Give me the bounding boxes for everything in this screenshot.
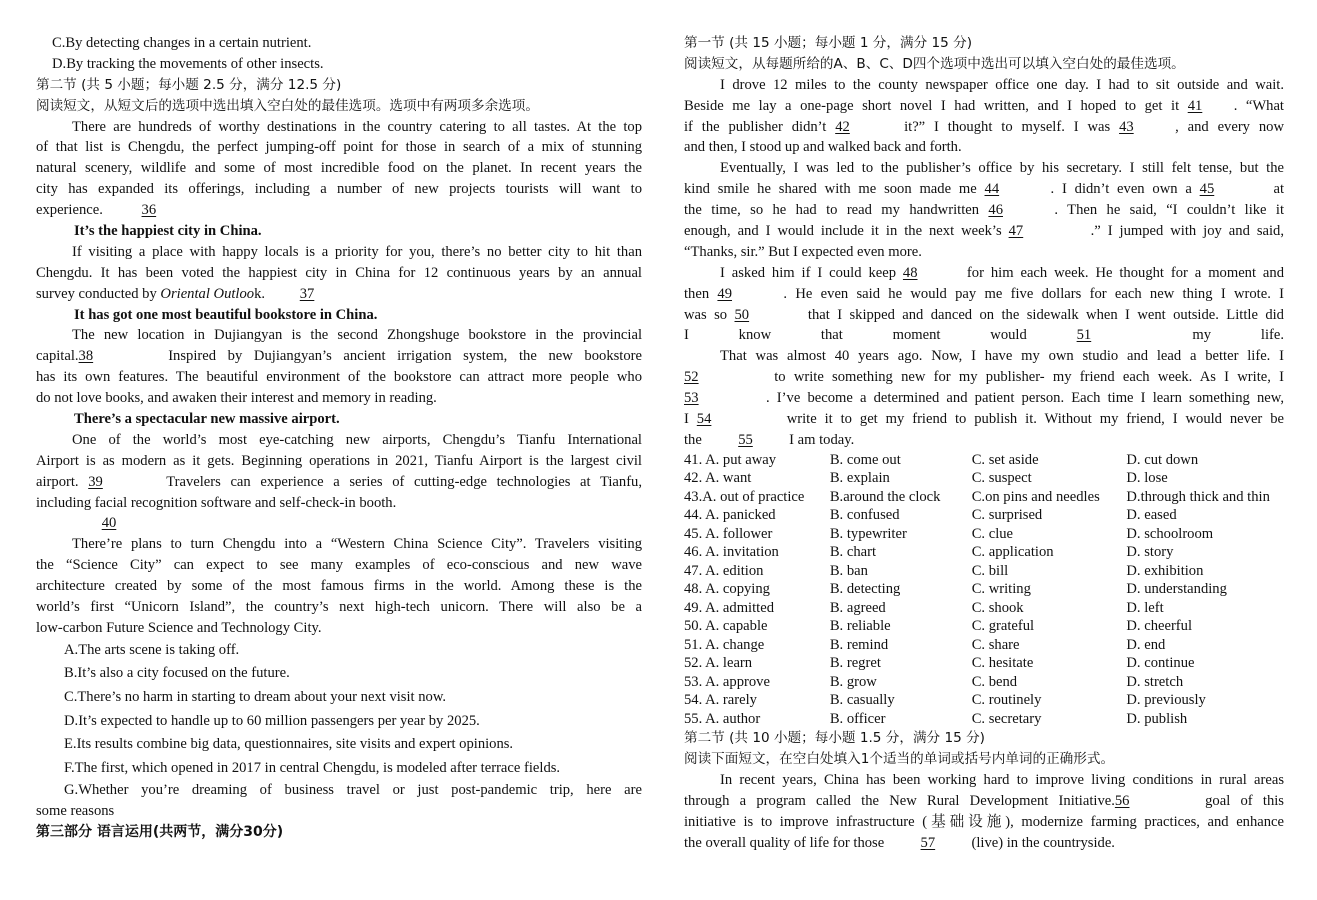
passage-line: If visiting a place with happy locals is a priority for you, there’s no better city to hit than <box>72 243 642 260</box>
section2-fill-instruction: 阅读下面短文，在空白处填入1个适当的单词或括号内单词的正确形式。 <box>684 751 1115 768</box>
passage-line: Chengdu. It has been voted the happiest city in China for 12 continuous years by an annual <box>36 264 642 281</box>
choice-d[interactable]: D. previously <box>1126 692 1206 709</box>
section1-title: 第一节 (共 15 小题；每小题 1 分，满分 15 分) <box>684 35 973 51</box>
blank-57[interactable]: 57 <box>920 834 936 851</box>
passage-text: the overall quality of life for those <box>684 834 888 851</box>
passage-line <box>36 513 642 534</box>
passage-text: . I didn’t even own a <box>1050 181 1200 198</box>
choice-b[interactable]: B. regret <box>829 655 881 672</box>
choice-b[interactable]: B. ban <box>829 562 868 579</box>
blank-50[interactable]: 50 <box>734 306 750 323</box>
passage-text: survey conducted by <box>36 285 161 302</box>
magazine-name: Oriental Outloo <box>160 285 255 302</box>
passage-text: and then, I stood up and walked back and forth. <box>684 139 962 156</box>
choice-c[interactable]: C.on pins and needles <box>971 488 1100 505</box>
choice-d[interactable]: D. cut down <box>1126 451 1199 468</box>
fill-passage <box>684 770 1284 854</box>
passage-line: low-carbon Future Science and Technology City. <box>36 619 322 636</box>
passage-text: enough, and I would include it in the next week’s <box>684 223 1009 240</box>
passage-line <box>36 346 642 367</box>
passage-text: . He even said he would pay me five dollars for each new thing I wrote. I <box>783 285 1284 302</box>
choice-a[interactable]: 55. A. author <box>684 710 761 727</box>
passage-line <box>36 284 642 305</box>
passage-text: for him each week. He thought for a moment and <box>966 264 1284 281</box>
choice-c[interactable]: C. bend <box>971 673 1018 690</box>
choice-a[interactable]: 43.A. out of practice <box>684 488 805 505</box>
passage-line <box>684 137 1284 158</box>
passage-line <box>684 791 1284 812</box>
option-c[interactable]: C.There’s no harm in starting to dream about your next visit now. <box>64 689 447 706</box>
choice-row <box>684 469 1284 488</box>
choice-c[interactable]: C. shook <box>971 599 1024 616</box>
blank-37[interactable]: 37 <box>299 285 315 302</box>
choice-c[interactable]: C. application <box>971 544 1054 561</box>
choice-b[interactable]: B.around the clock <box>829 488 941 505</box>
cloze-choices <box>684 451 1284 729</box>
choice-b[interactable]: B. agreed <box>829 599 886 616</box>
option-a[interactable]: A.The arts scene is taking off. <box>64 641 240 658</box>
choice-a[interactable]: 47. A. edition <box>684 562 764 579</box>
choice-c[interactable]: C. hesitate <box>971 655 1034 672</box>
passage-line <box>684 221 1284 242</box>
blank-40[interactable]: 40 <box>101 515 117 532</box>
blank-46[interactable]: 46 <box>988 202 1003 219</box>
passage-text: that I skipped and danced on the sidewalk when I went outside. Little did <box>800 306 1284 323</box>
passage-text: my life. <box>1142 327 1284 344</box>
passage-line <box>684 812 1284 833</box>
part3-title: 第三部分 语言运用(共两节，满分30分) <box>36 824 284 841</box>
passage-text: In recent years, China has been working hard to improve living conditions in rural areas <box>720 772 1284 789</box>
prev-option-d: D.By tracking the movements of other insects. <box>52 55 324 72</box>
choice-row <box>684 451 1284 470</box>
passage-line <box>684 430 1284 451</box>
passage-text: That was almost 40 years ago. Now, I have my own studio and lead a better life. I <box>720 348 1284 365</box>
choice-c[interactable]: C. secretary <box>971 710 1042 727</box>
passage-line <box>684 284 1284 305</box>
passage-line: has its own features. The beautiful environment of the bookstore can attract more people who <box>36 369 642 386</box>
choice-d[interactable]: D. exhibition <box>1126 562 1204 579</box>
choice-row <box>684 691 1284 710</box>
choice-d[interactable]: D. end <box>1126 636 1166 653</box>
choice-a[interactable]: 51. A. change <box>684 636 765 653</box>
choice-d[interactable]: D.through thick and thin <box>1126 488 1270 505</box>
blank-36[interactable]: 36 <box>141 202 157 219</box>
passage-text: at <box>1265 181 1284 198</box>
option-e[interactable]: E.Its results combine big data, questionnaires, site visits and expert opinions. <box>64 736 514 753</box>
passage-text: .” I jumped with joy and said, <box>1090 223 1284 240</box>
passage-text: . “What <box>1233 97 1284 114</box>
choice-b[interactable]: B. officer <box>829 710 886 727</box>
passage-text: I asked him if I could keep <box>720 264 903 281</box>
blank-51[interactable]: 51 <box>1076 327 1092 344</box>
passage-line: the “Science City” can expect to see many examples of eco-conscious and new wave <box>36 557 642 574</box>
choice-c[interactable]: C. grateful <box>971 618 1035 635</box>
passage-text: experience. <box>36 202 103 219</box>
passage-text: Inspired by Dujiangyan’s ancient irrigation system, the new bookstore <box>156 348 642 365</box>
passage-line <box>36 472 642 493</box>
blank-43[interactable]: 43 <box>1119 118 1134 135</box>
passage-text: I know that moment would <box>684 327 1077 344</box>
passage-line <box>684 305 1284 326</box>
choice-c[interactable]: C. surprised <box>971 507 1043 524</box>
blank-56[interactable]: 56 <box>1114 792 1130 809</box>
passage-line <box>684 242 1284 263</box>
blank-39[interactable]: 39 <box>88 473 103 490</box>
passage-text: . Then he said, “I couldn’t like it <box>1054 202 1284 219</box>
passage-line: architecture created by some of the most famous firms in the world. Among these is the <box>36 578 642 595</box>
choice-c[interactable]: C. suspect <box>971 470 1032 487</box>
passage-text: initiative is to improve infrastructure (基础设施), modernize farming practices, and enhance <box>684 813 1284 830</box>
left-column <box>36 33 642 843</box>
choice-row <box>684 525 1284 544</box>
option-f[interactable]: F.The first, which opened in 2017 in central Chengdu, is modeled after terrace fields. <box>64 759 561 776</box>
choice-a[interactable]: 42. A. want <box>684 470 752 487</box>
choice-b[interactable]: B. grow <box>829 673 877 690</box>
passage-line <box>684 75 1284 96</box>
choice-b[interactable]: B. come out <box>829 451 901 468</box>
choice-a[interactable]: 48. A. copying <box>684 581 770 598</box>
passage-text: write it to get my friend to publish it. Without my friend, I would never be <box>778 411 1284 428</box>
choice-row <box>684 617 1284 636</box>
choice-row <box>684 654 1284 673</box>
cloze-passage <box>684 75 1284 451</box>
choice-a[interactable]: 54. A. rarely <box>684 692 757 709</box>
passage-line <box>684 200 1284 221</box>
passage-line <box>36 200 642 221</box>
choice-b[interactable]: B. typewriter <box>829 525 907 542</box>
section2-fill-title: 第二节 (共 10 小题；每小题 1.5 分，满分 15 分) <box>684 730 985 747</box>
choice-d[interactable]: D. publish <box>1126 710 1188 727</box>
passage-line: including facial recognition software and self-check-in booth. <box>36 494 397 511</box>
passage-text: goal of this <box>1194 792 1284 809</box>
choice-c[interactable]: C. writing <box>971 581 1031 598</box>
passage-text: , and every now <box>1175 118 1284 135</box>
choice-c[interactable]: C. bill <box>971 562 1009 579</box>
passage-text: Eventually, I was led to the publisher’s office by his secretary. I still felt tense, but the <box>720 160 1284 177</box>
passage-line: Airport is as modern as it gets. Beginning operations in 2021, Tianfu Airport is the largest civil <box>36 452 642 469</box>
section2-title: 第二节 (共 5 小题；每小题 2.5 分，满分 12.5 分) <box>36 76 342 93</box>
option-b[interactable]: B.It’s also a city focused on the future. <box>64 665 290 682</box>
passage-line <box>684 117 1284 138</box>
choice-d[interactable]: D. cheerful <box>1126 618 1193 635</box>
blank-42[interactable]: 42 <box>835 118 850 135</box>
passage-text: the <box>684 431 706 448</box>
passage-line <box>684 179 1284 200</box>
choice-row <box>684 673 1284 692</box>
passage-text: Travelers can experience a series of cutting-edge technologies at Tianfu, <box>166 473 642 490</box>
choice-a[interactable]: 41. A. put away <box>684 451 777 468</box>
choice-b[interactable]: B. explain <box>829 470 890 487</box>
choice-b[interactable]: B. detecting <box>829 581 901 598</box>
choice-d[interactable]: D. eased <box>1126 507 1177 524</box>
blank-44[interactable]: 44 <box>984 181 1000 198</box>
option-g[interactable]: G.Whether you’re dreaming of business travel or just post-pandemic trip, here are <box>64 782 642 799</box>
choice-row <box>684 488 1284 507</box>
passage-line <box>684 96 1284 117</box>
passage-line: city has expanded its offerings, including a number of new projects tourists will want to <box>36 181 642 198</box>
passage-text: Beside me lay a one-page short novel I had written, and I hoped to get it <box>684 97 1188 114</box>
choice-c[interactable]: C. share <box>971 636 1020 653</box>
passage-text: k. <box>254 285 266 302</box>
passage-line <box>684 158 1284 179</box>
passage-line: There are hundreds of worthy destinations in the country catering to all tastes. At the top <box>72 118 642 135</box>
blank-49[interactable]: 49 <box>717 285 733 302</box>
passage-text: airport. <box>36 473 89 490</box>
choice-row <box>684 580 1284 599</box>
section2-instruction: 阅读短文，从短文后的选项中选出填入空白处的最佳选项。选项中有两项多余选项。 <box>36 97 539 114</box>
passage-text: “Thanks, sir.” But I expected even more. <box>684 243 922 260</box>
passage-line: natural scenery, wildlife and some of most incredible food on the planet. In recent years the <box>36 160 642 177</box>
passage-text: it?” I thought to myself. I was <box>895 118 1120 135</box>
choice-a[interactable]: 52. A. learn <box>684 655 753 672</box>
passage-line <box>684 346 1284 367</box>
passage-text: I drove 12 miles to the county newspaper office one day. I had to sit outside and wait. <box>720 76 1284 93</box>
passage-text: to write something new for my publisher- my friend each week. As I write, I <box>766 369 1284 386</box>
choice-row <box>684 543 1284 562</box>
passage-line: of that list is Chengdu, the perfect jumping-off point for those in search of a mix of stunning <box>36 139 642 156</box>
passage-text: if the publisher didn’t <box>684 118 836 135</box>
choice-d[interactable]: D. schoolroom <box>1126 525 1214 542</box>
heading-happiest-city: It’s the happiest city in China. <box>74 223 262 240</box>
blank-54[interactable]: 54 <box>696 411 712 428</box>
passage-line <box>684 325 1284 346</box>
prev-option-c: C.By detecting changes in a certain nutrient. <box>52 35 312 51</box>
choice-a[interactable]: 46. A. invitation <box>684 544 779 561</box>
choice-d[interactable]: D. stretch <box>1126 673 1184 690</box>
blank-45[interactable]: 45 <box>1199 181 1215 198</box>
choice-a[interactable]: 50. A. capable <box>684 618 768 635</box>
choice-a[interactable]: 45. A. follower <box>684 525 773 542</box>
choice-d[interactable]: D. left <box>1126 599 1164 616</box>
choice-row <box>684 506 1284 525</box>
choice-row <box>684 636 1284 655</box>
choice-d[interactable]: D. story <box>1126 544 1174 561</box>
passage-line <box>684 263 1284 284</box>
passage-text: I <box>684 411 697 428</box>
blank-41[interactable]: 41 <box>1187 97 1203 114</box>
choice-b[interactable]: B. confused <box>829 507 900 524</box>
heading-airport: There’s a spectacular new massive airport. <box>74 411 340 428</box>
choice-b[interactable]: B. casually <box>829 692 895 709</box>
right-column <box>684 33 1284 854</box>
passage-text: I am today. <box>785 431 855 448</box>
choice-c[interactable]: C. routinely <box>971 692 1042 709</box>
passage-line <box>684 833 1284 854</box>
choice-a[interactable]: 44. A. panicked <box>684 507 776 524</box>
option-d[interactable]: D.It’s expected to handle up to 60 million passengers per year by 2025. <box>64 712 480 729</box>
passage-text: the time, so he had to read my handwritten <box>684 202 989 219</box>
passage-text: capital. <box>36 348 79 365</box>
passage-line <box>684 770 1284 791</box>
choice-a[interactable]: 49. A. admitted <box>684 599 774 616</box>
passage-line: There’re plans to turn Chengdu into a “Western China Science City”. Travelers visiting <box>72 536 642 553</box>
heading-bookstore: It has got one most beautiful bookstore in China. <box>74 306 378 323</box>
choice-d[interactable]: D. continue <box>1126 655 1195 672</box>
passage-line <box>684 388 1284 409</box>
passage-line: do not love books, and awaken their interest and memory in reading. <box>36 390 437 407</box>
choice-d[interactable]: D. lose <box>1126 470 1168 487</box>
passage-text: then <box>684 285 718 302</box>
blank-38[interactable]: 38 <box>78 348 94 365</box>
choice-a[interactable]: 53. A. approve <box>684 673 770 690</box>
choice-b[interactable]: B. remind <box>829 636 889 653</box>
passage-text: . I’ve become a determined and patient person. Each time I learn something new, <box>766 390 1284 407</box>
passage-line: One of the world’s most eye-catching new airports, Chengdu’s Tianfu International <box>72 431 642 448</box>
choice-b[interactable]: B. reliable <box>829 618 891 635</box>
passage-text: was so <box>684 306 735 323</box>
passage-line <box>684 367 1284 388</box>
passage-line: The new location in Dujiangyan is the second Zhongshuge bookstore in the provincial <box>72 327 642 344</box>
passage-text: (live) in the countryside. <box>967 834 1115 851</box>
passage-line: world’s first “Unicorn Island”, the country’s next high-tech unicorn. There will also be a <box>36 599 642 616</box>
choice-b[interactable]: B. chart <box>829 544 877 561</box>
choice-row <box>684 562 1284 581</box>
passage-line <box>684 409 1284 430</box>
blank-47[interactable]: 47 <box>1008 223 1024 240</box>
choice-c[interactable]: C. clue <box>971 525 1014 542</box>
section1-instruction: 阅读短文，从每题所给的A、B、C、D四个选项中选出可以填入空白处的最佳选项。 <box>684 55 1185 72</box>
blank-55[interactable]: 55 <box>738 431 753 448</box>
choice-row <box>684 599 1284 618</box>
choice-c[interactable]: C. set aside <box>971 451 1039 468</box>
choice-row <box>684 710 1284 729</box>
blank-48[interactable]: 48 <box>902 264 918 281</box>
choice-d[interactable]: D. understanding <box>1126 581 1227 598</box>
passage-text: kind smile he shared with me soon made me <box>684 181 985 198</box>
option-g-continued: some reasons <box>36 803 115 820</box>
passage-text: through a program called the New Rural Development Initiative. <box>684 792 1115 809</box>
blank-53[interactable]: 53 <box>684 390 699 407</box>
blank-52[interactable]: 52 <box>684 369 699 386</box>
